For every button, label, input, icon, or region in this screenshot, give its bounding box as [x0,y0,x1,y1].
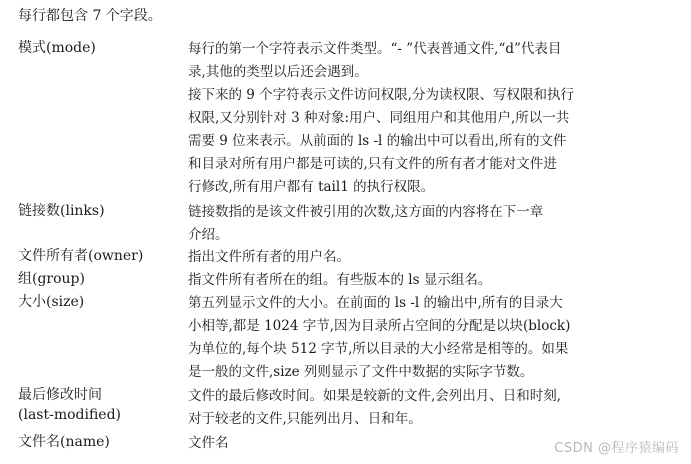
desc-line: 对于较老的文件,只能列出月、日和年。 [188,411,422,427]
field-term: 模式(mode) [18,40,96,56]
desc-line: 录,其他的类型以后还会遇到。 [188,64,368,80]
intro-text: 每行都包含 7 个字段。 [18,8,162,24]
desc-line: 文件名 [188,435,229,451]
desc-line: 小相等,都是 1024 字节,因为目录所占空间的分配是以块(block) [188,318,571,334]
field-term: 文件名(name) [18,434,110,450]
desc-line: 为单位的,每个块 512 字节,所以目录的大小经常是相等的。如果 [188,341,569,357]
watermark: CSDN @程序猿编码 [554,441,679,456]
desc-line: 每行的第一个字符表示文件类型。“- ”代表普通文件,“d”代表目 [188,41,562,57]
field-description [188,38,658,199]
field-description [188,201,658,247]
desc-line: 链接数指的是该文件被引用的次数,这方面的内容将在下一章 [188,204,544,220]
field-term: 大小(size) [18,294,85,310]
desc-line: 介绍。 [188,227,229,243]
field-term: 组(group) [18,271,85,287]
field-description [188,292,658,384]
desc-line: 第五列显示文件的大小。在前面的 ls -l 的输出中,所有的目录大 [188,295,563,311]
field-term: 链接数(links) [18,203,105,219]
field-description [188,269,658,292]
desc-line: 需要 9 位来表示。从前面的 ls -l 的输出中可以看出,所有的文件 [188,133,567,149]
desc-line: 和目录对所有用户都是可读的,只有文件的所有者才能对文件进 [188,156,557,172]
field-term-line: (last-modified) [18,407,122,423]
desc-line: 文件的最后修改时间。如果是较新的文件,会列出月、日和时刻, [188,388,562,404]
desc-line: 权限,又分别针对 3 种对象:用户、同组用户和其他用户,所以一共 [188,110,570,126]
field-term: 文件所有者(owner) [18,248,144,264]
field-term [18,385,178,425]
desc-line: 接下来的 9 个字符表示文件访问权限,分为读权限、写权限和执行 [188,87,574,103]
desc-line: 是一般的文件,size 列则显示了文件中数据的实际字节数。 [188,364,534,380]
field-description [188,246,658,269]
field-description [188,385,658,431]
desc-line: 指出文件所有者的用户名。 [188,249,350,265]
desc-line: 指文件所有者所在的组。有些版本的 ls 显示组名。 [188,272,492,288]
field-term-line: 最后修改时间 [18,387,102,403]
desc-line: 行修改,所有用户都有 tail1 的执行权限。 [188,179,435,195]
